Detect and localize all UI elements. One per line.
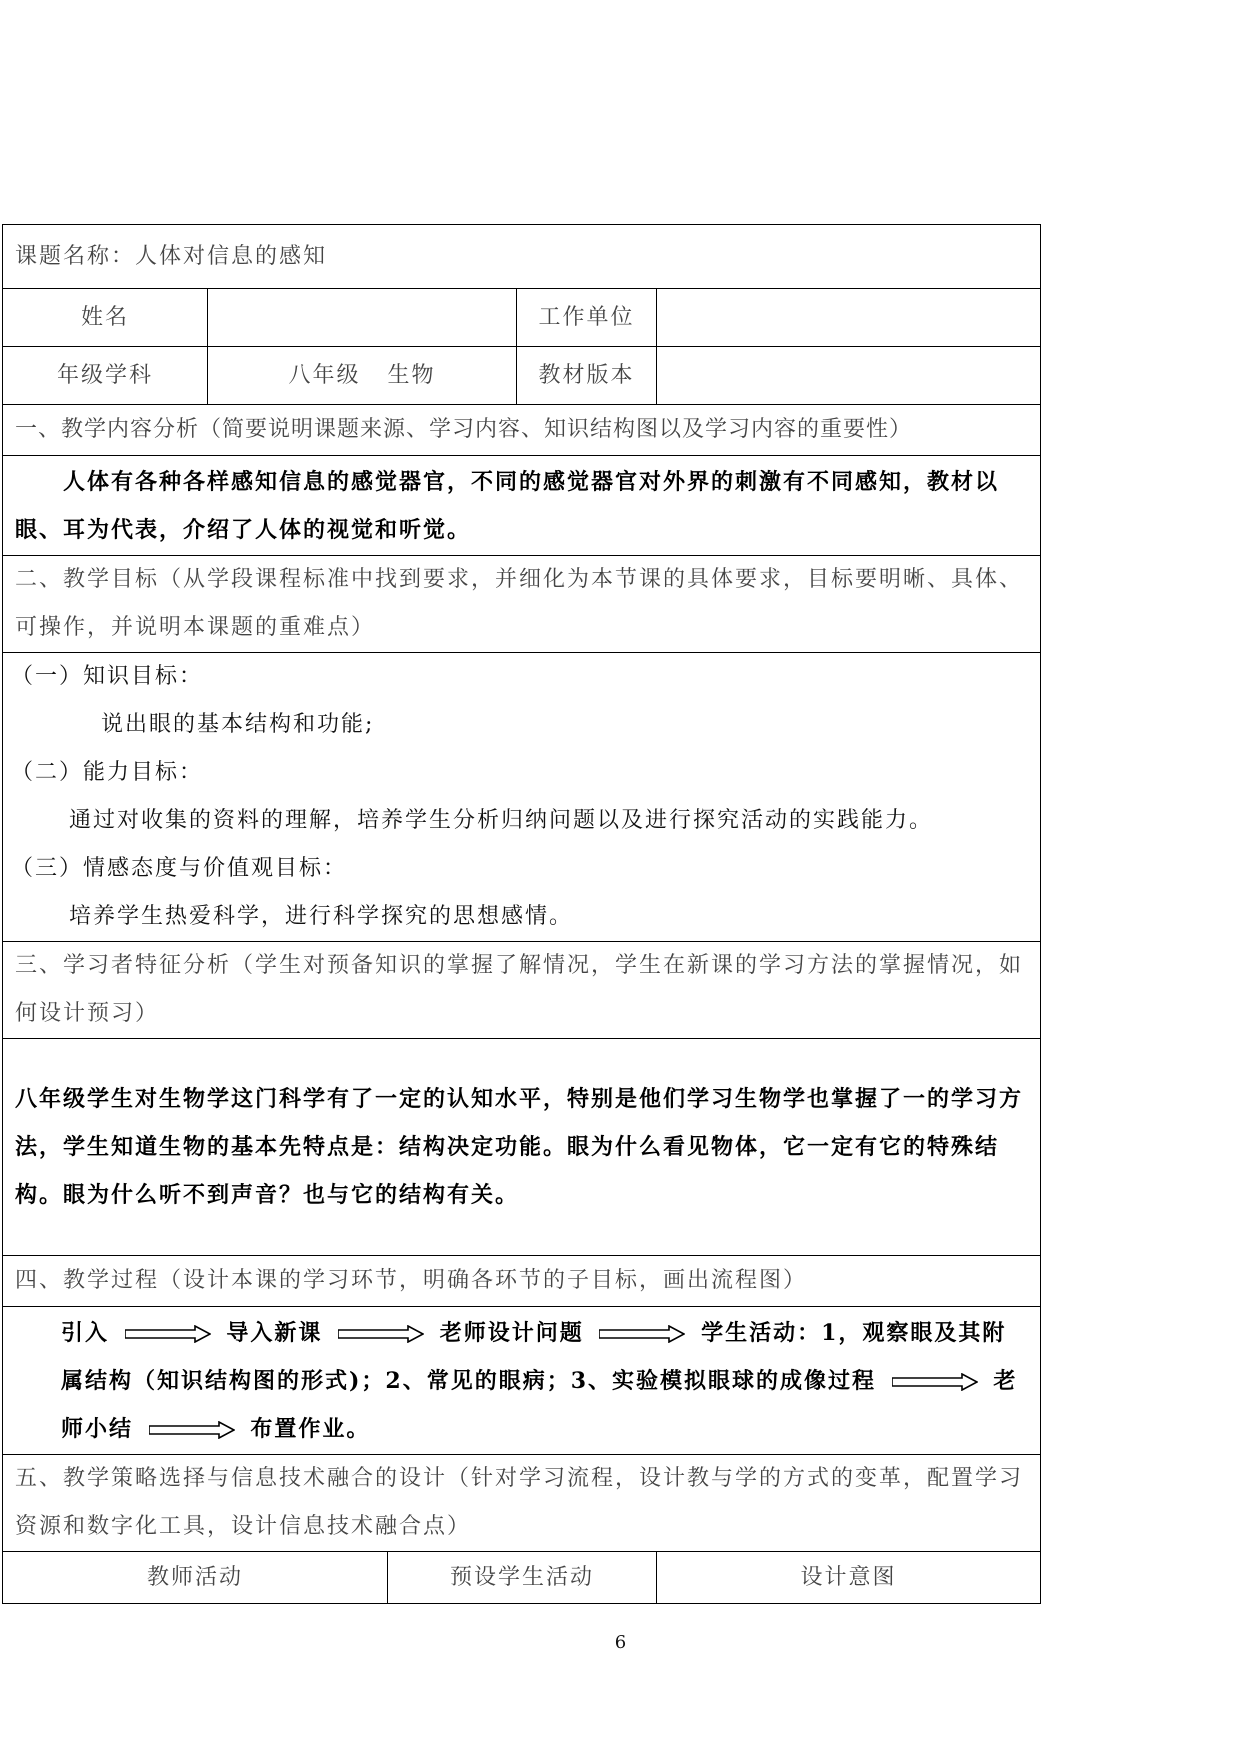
ability-goal-title: （二）能力目标：	[11, 760, 204, 785]
flow-step-intro: 引入	[61, 1319, 110, 1346]
flow-step-teacher-questions: 老师设计问题	[439, 1319, 584, 1346]
learner-body: 八年级学生对生物学这门科学有了一定的认知水平，特别是他们学习生物学也掌握了一的学习方法，学生知道生物的基本先特点是：结构决定功能。眼为什么看见物体，它一定有它的特殊结构。眼为什么听不到声音？也与它的结构有关。	[3, 1039, 1041, 1256]
process-flow	[3, 1307, 1041, 1455]
flow-arrow-icon	[125, 1325, 211, 1343]
flow-arrow-icon	[892, 1373, 978, 1391]
knowledge-goal-title: （一）知识目标：	[11, 664, 204, 689]
flow-step-new-lesson: 导入新课	[226, 1319, 323, 1346]
ability-goal-text: 通过对收集的资料的理解，培养学生分析归纳问题以及进行探究活动的实践能力。	[69, 808, 934, 833]
flow-arrow-icon	[338, 1325, 424, 1343]
lesson-title: 课题名称：人体对信息的感知	[3, 225, 1041, 289]
goals-heading: 二、教学目标（从学段课程标准中找到要求，并细化为本节课的具体要求，目标要明晰、具体、可操作，并说明本课题的重难点）	[3, 556, 1041, 653]
emotion-goal-text: 培养学生热爱科学，进行科学探究的思想感情。	[69, 904, 574, 929]
column-design-intent: 设计意图	[657, 1552, 1041, 1604]
unit-label: 工作单位	[517, 289, 657, 347]
flow-arrow-icon	[149, 1421, 235, 1439]
goals-cell	[3, 653, 1041, 942]
column-student-activity: 预设学生活动	[388, 1552, 657, 1604]
flow-step-student-activity: 学生活动：1，观察眼及其附属结构（知识结构图的形式)；2、常见的眼病；3、实验模拟眼球的成像过程	[61, 1319, 1007, 1394]
grade-label: 年级学科	[3, 347, 208, 405]
strategy-heading: 五、教学策略选择与信息技术融合的设计（针对学习流程，设计教与学的方式的变革，配置学习资源和数字化工具，设计信息技术融合点）	[3, 1455, 1041, 1552]
flow-step-homework: 布置作业。	[250, 1415, 371, 1442]
lesson-plan-table	[2, 224, 1041, 1604]
grade-value: 八年级 生物	[208, 347, 517, 405]
column-teacher-activity: 教师活动	[3, 1552, 388, 1604]
name-label: 姓名	[3, 289, 208, 347]
edition-value	[657, 347, 1041, 405]
learner-heading: 三、学习者特征分析（学生对预备知识的掌握了解情况，学生在新课的学习方法的掌握情况，如何设计预习）	[3, 942, 1041, 1039]
flow-step-teacher-summary: 老师小结	[61, 1367, 1018, 1442]
flow-arrow-icon	[599, 1325, 685, 1343]
page-number: 6	[614, 1632, 627, 1653]
unit-value	[657, 289, 1041, 347]
knowledge-goal-text: 说出眼的基本结构和功能;	[101, 712, 375, 737]
emotion-goal-title: （三）情感态度与价值观目标：	[11, 856, 348, 881]
content-heading: 一、教学内容分析（简要说明课题来源、学习内容、知识结构图以及学习内容的重要性）	[3, 405, 1041, 456]
name-value	[208, 289, 517, 347]
edition-label: 教材版本	[517, 347, 657, 405]
content-body: 人体有各种各样感知信息的感觉器官，不同的感觉器官对外界的刺激有不同感知，教材以眼、耳为代表，介绍了人体的视觉和听觉。	[3, 456, 1041, 556]
process-heading: 四、教学过程（设计本课的学习环节，明确各环节的子目标，画出流程图）	[3, 1256, 1041, 1307]
